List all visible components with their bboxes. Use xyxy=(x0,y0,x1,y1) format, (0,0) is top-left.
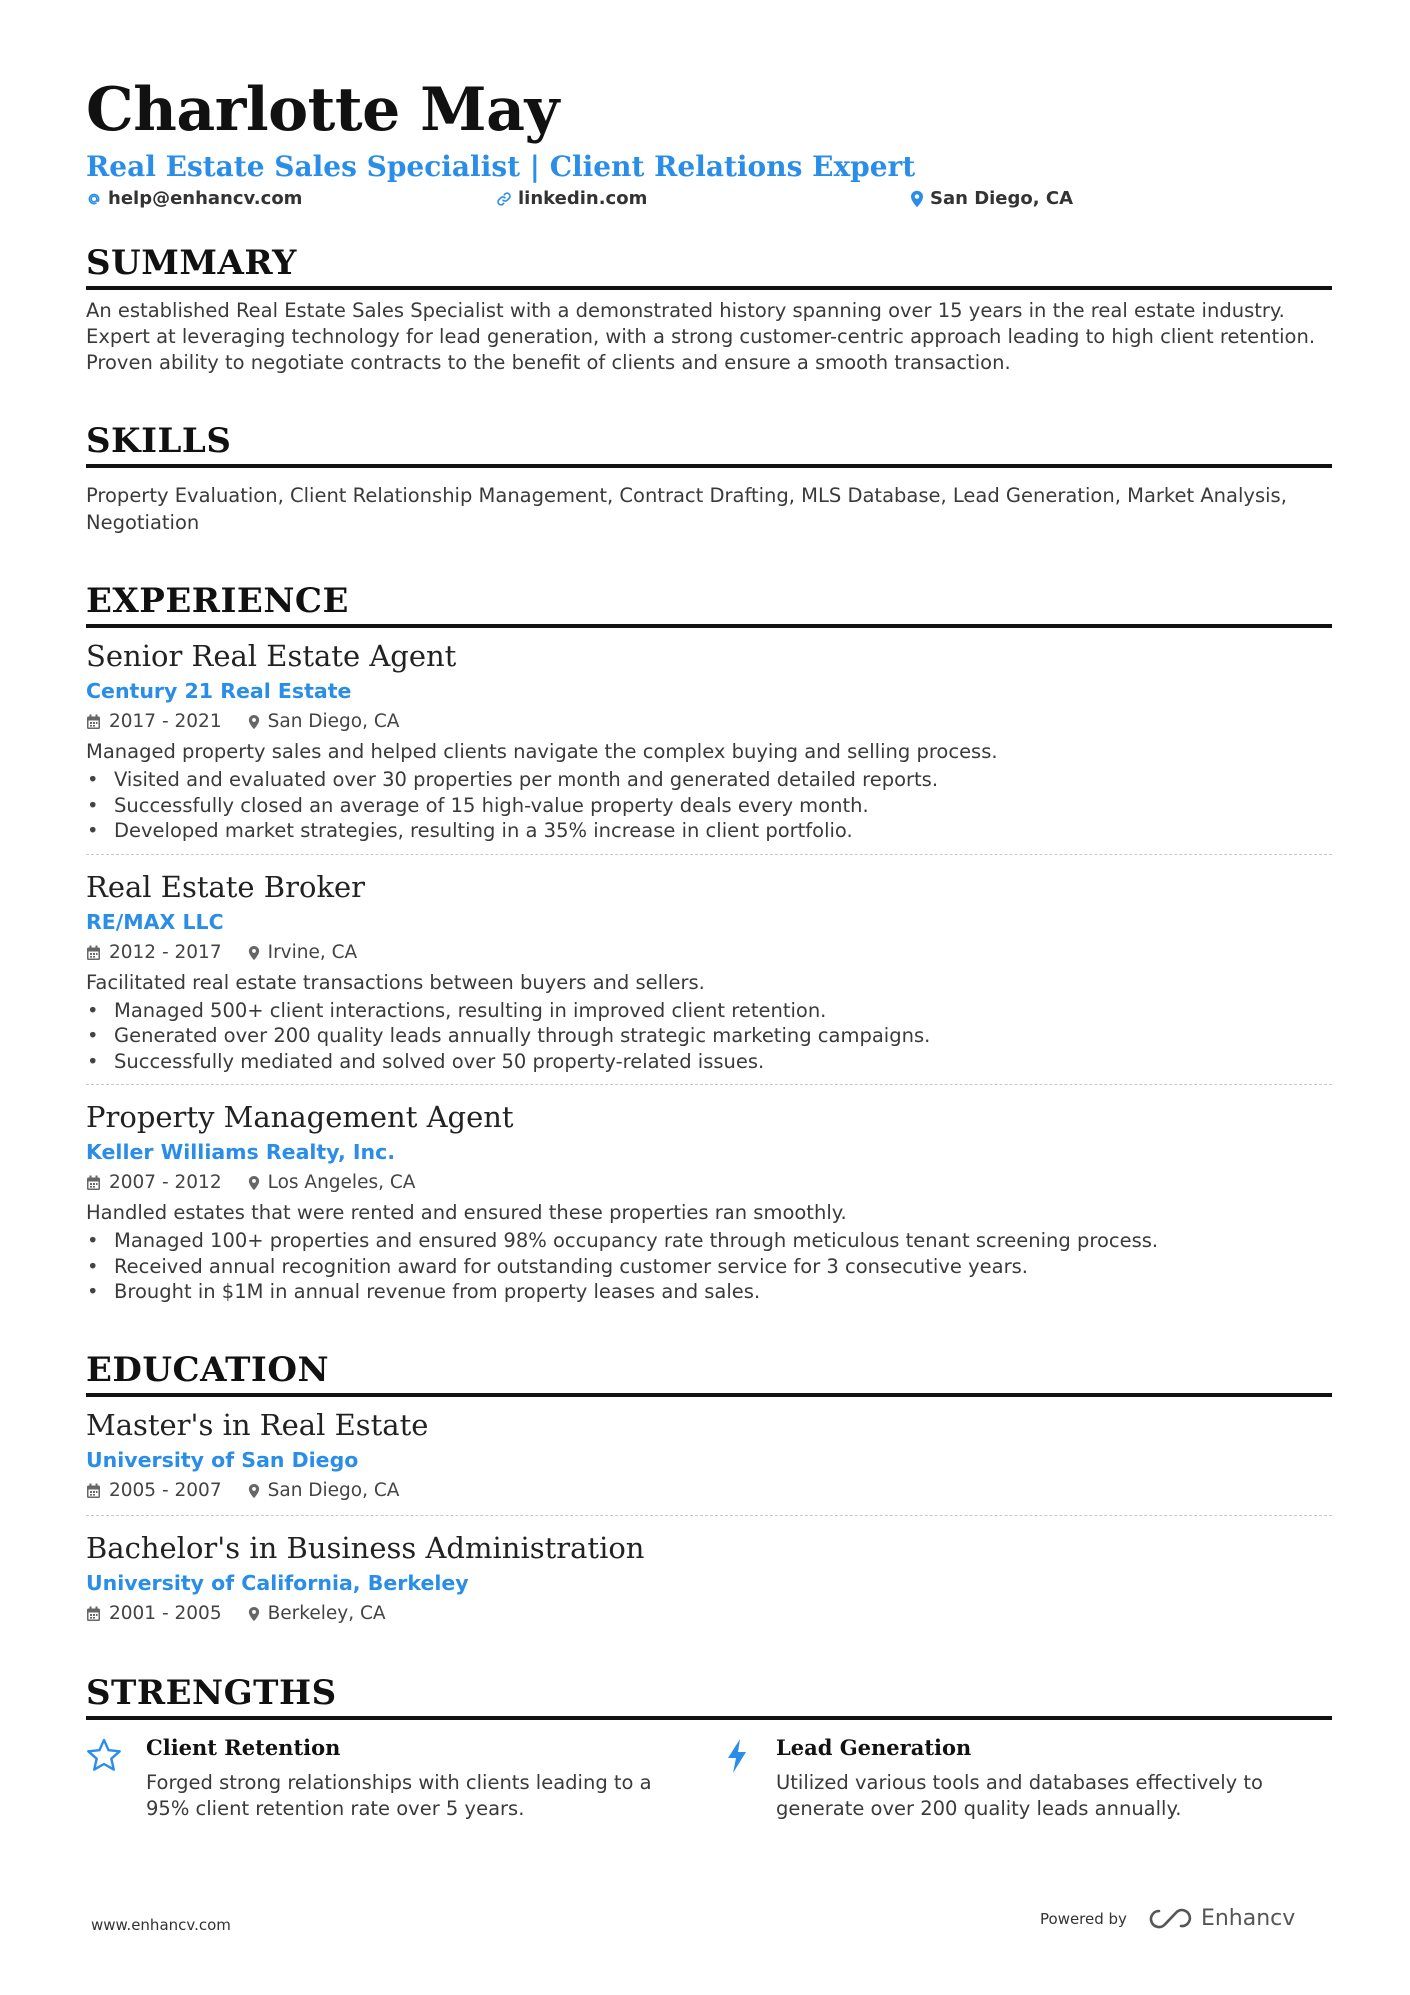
map-pin-icon xyxy=(910,190,924,208)
education-section xyxy=(86,1349,1332,1628)
school-location xyxy=(248,1600,386,1628)
strength-description: Utilized various tools and databases effectively to generate over 200 quality leads annually. xyxy=(776,1770,1263,1820)
date-range xyxy=(86,708,222,736)
job-meta xyxy=(86,939,1332,967)
skills-text: Property Evaluation, Client Relationship Management, Contract Drafting, MLS Database, Lead Generation, Market Analysis, Negotiation xyxy=(86,484,1287,534)
list-item: • Brought in $1M in annual revenue from property leases and sales. xyxy=(86,1279,1332,1305)
achievement-list xyxy=(86,767,1332,844)
email-text: help@enhancv.com xyxy=(108,188,303,209)
date-text: 2001 - 2005 xyxy=(109,1602,222,1624)
job-meta xyxy=(86,708,1332,736)
candidate-title: Real Estate Sales Specialist | Client Relations Expert xyxy=(86,150,916,183)
calendar-icon xyxy=(86,945,101,961)
degree-title: Bachelor's in Business Administration xyxy=(86,1530,645,1565)
summary-text: An established Real Estate Sales Specialist with a demonstrated history spanning over 15 years in the real estate industry. Expert at leveraging technology for lead generation, with a strong customer-centric approach leading to high client retention. Proven ability to negotiate contracts to the benefit of clients and ensure a smooth transaction. xyxy=(86,299,1316,374)
achievement-list xyxy=(86,998,1332,1075)
section-title: SKILLS xyxy=(86,421,232,461)
school-location xyxy=(248,1477,400,1505)
job-title: Real Estate Broker xyxy=(86,869,366,904)
date-range xyxy=(86,939,222,967)
map-pin-icon xyxy=(248,1483,260,1499)
achievement-list xyxy=(86,1228,1332,1305)
education-meta xyxy=(86,1477,1332,1505)
location-text: Los Angeles, CA xyxy=(267,1172,416,1193)
job-title: Property Management Agent xyxy=(86,1100,514,1134)
list-item: • Managed 500+ client interactions, resulting in improved client retention. xyxy=(86,998,1332,1024)
strength-title: Lead Generation xyxy=(776,1734,972,1760)
location-text: San Diego, CA xyxy=(930,188,1074,209)
brand-logo[interactable] xyxy=(1147,1906,1295,1931)
experience-entry xyxy=(86,1084,1332,1305)
date-range xyxy=(86,1169,222,1197)
section-title: STRENGTHS xyxy=(86,1672,337,1713)
job-description: Managed property sales and helped clients navigate the complex buying and selling process. xyxy=(86,740,998,763)
school-name: University of San Diego xyxy=(86,1447,359,1472)
company-name: Keller Williams Realty, Inc. xyxy=(86,1140,396,1164)
list-item: • Visited and evaluated over 30 properties per month and generated detailed reports. xyxy=(86,767,1332,793)
education-meta xyxy=(86,1600,1332,1628)
contact-row xyxy=(86,188,1332,214)
footer-website[interactable]: www.enhancv.com xyxy=(91,1916,231,1934)
enhancv-logo-icon xyxy=(1147,1907,1193,1931)
date-text: 2012 - 2017 xyxy=(109,941,222,963)
list-item: • Generated over 200 quality leads annually through strategic marketing campaigns. xyxy=(86,1023,1332,1049)
location-text: Berkeley, CA xyxy=(267,1602,386,1624)
map-pin-icon xyxy=(248,1175,260,1191)
date-range xyxy=(86,1477,222,1505)
map-pin-icon xyxy=(248,1606,260,1622)
section-title: EXPERIENCE xyxy=(86,581,349,621)
location-text: San Diego, CA xyxy=(267,711,400,732)
candidate-name: Charlotte May xyxy=(86,75,559,145)
job-location xyxy=(248,1169,416,1197)
section-title: SUMMARY xyxy=(86,243,297,283)
list-item: • Managed 100+ properties and ensured 98% occupancy rate through meticulous tenant screening process. xyxy=(86,1228,1332,1254)
education-entry xyxy=(86,1397,1332,1505)
map-pin-icon xyxy=(248,945,260,961)
section-divider xyxy=(86,286,1332,290)
school-name: University of California, Berkeley xyxy=(86,1570,469,1595)
date-text: 2005 - 2007 xyxy=(109,1479,222,1501)
strengths-section xyxy=(86,1672,1332,1822)
company-name: Century 21 Real Estate xyxy=(86,679,352,703)
linkedin-text: linkedin.com xyxy=(518,188,648,209)
at-icon xyxy=(86,191,102,207)
email-contact[interactable] xyxy=(86,188,302,209)
job-meta xyxy=(86,1169,1332,1197)
company-name: RE/MAX LLC xyxy=(86,909,224,934)
date-text: 2007 - 2012 xyxy=(109,1172,222,1193)
job-description: Facilitated real estate transactions between buyers and sellers. xyxy=(86,970,705,994)
date-range xyxy=(86,1600,222,1628)
powered-by-text: Powered by xyxy=(1040,1909,1127,1928)
strengths-list xyxy=(86,1734,1332,1822)
section-divider xyxy=(86,1716,1332,1720)
list-item: • Developed market strategies, resulting in a 35% increase in client portfolio. xyxy=(86,818,1332,844)
summary-section xyxy=(86,242,1332,376)
date-text: 2017 - 2021 xyxy=(109,711,222,732)
location-text: San Diego, CA xyxy=(267,1479,400,1501)
list-item: • Successfully mediated and solved over 50 property-related issues. xyxy=(86,1049,1332,1075)
experience-section xyxy=(86,580,1332,1305)
job-location xyxy=(248,939,358,967)
education-entry xyxy=(86,1515,1332,1628)
calendar-icon xyxy=(86,1483,101,1499)
calendar-icon xyxy=(86,1175,101,1191)
map-pin-icon xyxy=(248,714,260,730)
strength-item xyxy=(726,1734,1326,1822)
experience-entry xyxy=(86,628,1332,844)
section-divider xyxy=(86,464,1332,468)
section-title: EDUCATION xyxy=(86,1349,330,1390)
job-location xyxy=(248,708,400,736)
skills-section xyxy=(86,420,1332,536)
calendar-icon xyxy=(86,1606,101,1622)
strength-description: Forged strong relationships with clients leading to a 95% client retention rate over 5 years. xyxy=(146,1770,652,1820)
list-item: • Successfully closed an average of 15 high-value property deals every month. xyxy=(86,793,1332,819)
list-item: • Received annual recognition award for outstanding customer service for 3 consecutive years. xyxy=(86,1254,1332,1280)
strength-title: Client Retention xyxy=(146,1734,341,1760)
location-text: Irvine, CA xyxy=(267,941,358,963)
lightning-icon xyxy=(726,1738,748,1774)
footer-branding xyxy=(1040,1906,1295,1931)
experience-entry xyxy=(86,854,1332,1075)
link-icon xyxy=(496,191,512,207)
resume-page xyxy=(86,72,1332,1822)
location-contact xyxy=(910,188,1073,209)
linkedin-contact[interactable] xyxy=(496,188,647,209)
degree-title: Master's in Real Estate xyxy=(86,1407,429,1442)
star-icon xyxy=(86,1738,122,1772)
job-title: Senior Real Estate Agent xyxy=(86,639,457,673)
strength-item xyxy=(86,1734,726,1822)
brand-name: Enhancv xyxy=(1200,1906,1296,1931)
calendar-icon xyxy=(86,714,101,730)
job-description: Handled estates that were rented and ensured these properties ran smoothly. xyxy=(86,1201,847,1224)
